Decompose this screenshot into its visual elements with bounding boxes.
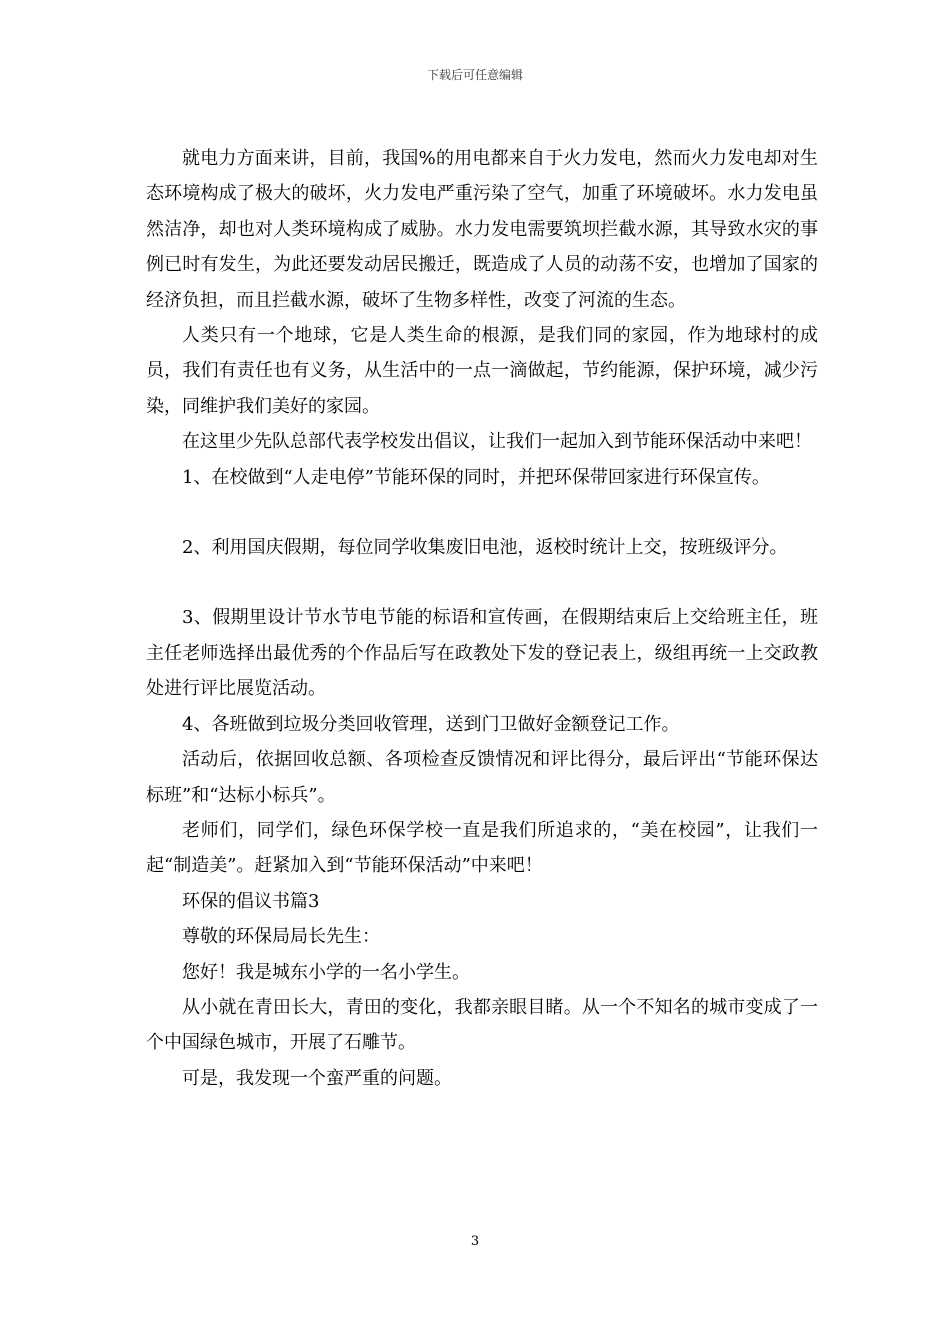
list-item-1: 1、在校做到“人走电停”节能环保的同时，并把环保带回家进行环保宣传。	[182, 466, 770, 488]
letter-greeting: 您好！我是城东小学的一名小学生。	[182, 961, 470, 983]
header-note: 下载后可任意编辑	[426, 68, 523, 82]
list-item-3: 3、假期里设计节水节电节能的标语和宣传画，在假期结束后上交给班主任，班主任老师选择出最优秀的个作品后写在政教处下发的登记表上，级组再统一上交政教处进行评比展览活动。	[146, 607, 818, 700]
paragraph-2: 人类只有一个地球，它是人类生命的根源，是我们同的家园，作为地球村的成员，我们有责任也有义务，从生活中的一点一滴做起，节约能源，保护环境，减少污染，同维护我们美好的家园。	[146, 325, 818, 417]
letter-paragraph-1: 从小就在青田长大，青田的变化，我都亲眼目睹。从一个不知名的城市变成了一个中国绿色城市，开展了石雕节。	[146, 996, 818, 1054]
list-item-4: 4、各班做到垃圾分类回收管理，送到门卫做好金额登记工作。	[182, 713, 680, 735]
letter-paragraph-2: 可是，我发现一个蛮严重的问题。	[182, 1067, 452, 1089]
paragraph-activity: 活动后，依据回收总额、各项检查反馈情况和评比得分，最后评出“节能环保达标班”和“达标小标兵”。	[146, 749, 818, 806]
document-body	[146, 141, 818, 1096]
paragraph-1: 就电力方面来讲，目前，我国%的用电都来自于火力发电，然而火力发电却对生态环境构成了极大的破坏，火力发电严重污染了空气，加重了环境破坏。水力发电虽然洁净，却也对人类环境构成了威胁。水力发电需要筑坝拦截水源，其导致水灾的事例已时有发生，为此还要发动居民搬迁，既造成了人员的动荡不安，也增加了国家的经济负担，而且拦截水源，破坏了生物多样性，改变了河流的生态。	[146, 148, 818, 311]
paragraph-appeal: 老师们，同学们，绿色环保学校一直是我们所追求的，“美在校园”，让我们一起“制造美”。赶紧加入到“节能环保活动”中来吧！	[146, 819, 818, 877]
list-item-2: 2、利用国庆假期，每位同学收集废旧电池，返校时统计上交，按班级评分。	[182, 537, 788, 559]
page-number: 3	[470, 1234, 480, 1249]
section-title: 环保的倡议书篇3	[182, 890, 320, 912]
paragraph-3: 在这里少先队总部代表学校发出倡议，让我们一起加入到节能环保活动中来吧！	[182, 431, 812, 453]
letter-salutation: 尊敬的环保局局长先生：	[182, 926, 380, 948]
